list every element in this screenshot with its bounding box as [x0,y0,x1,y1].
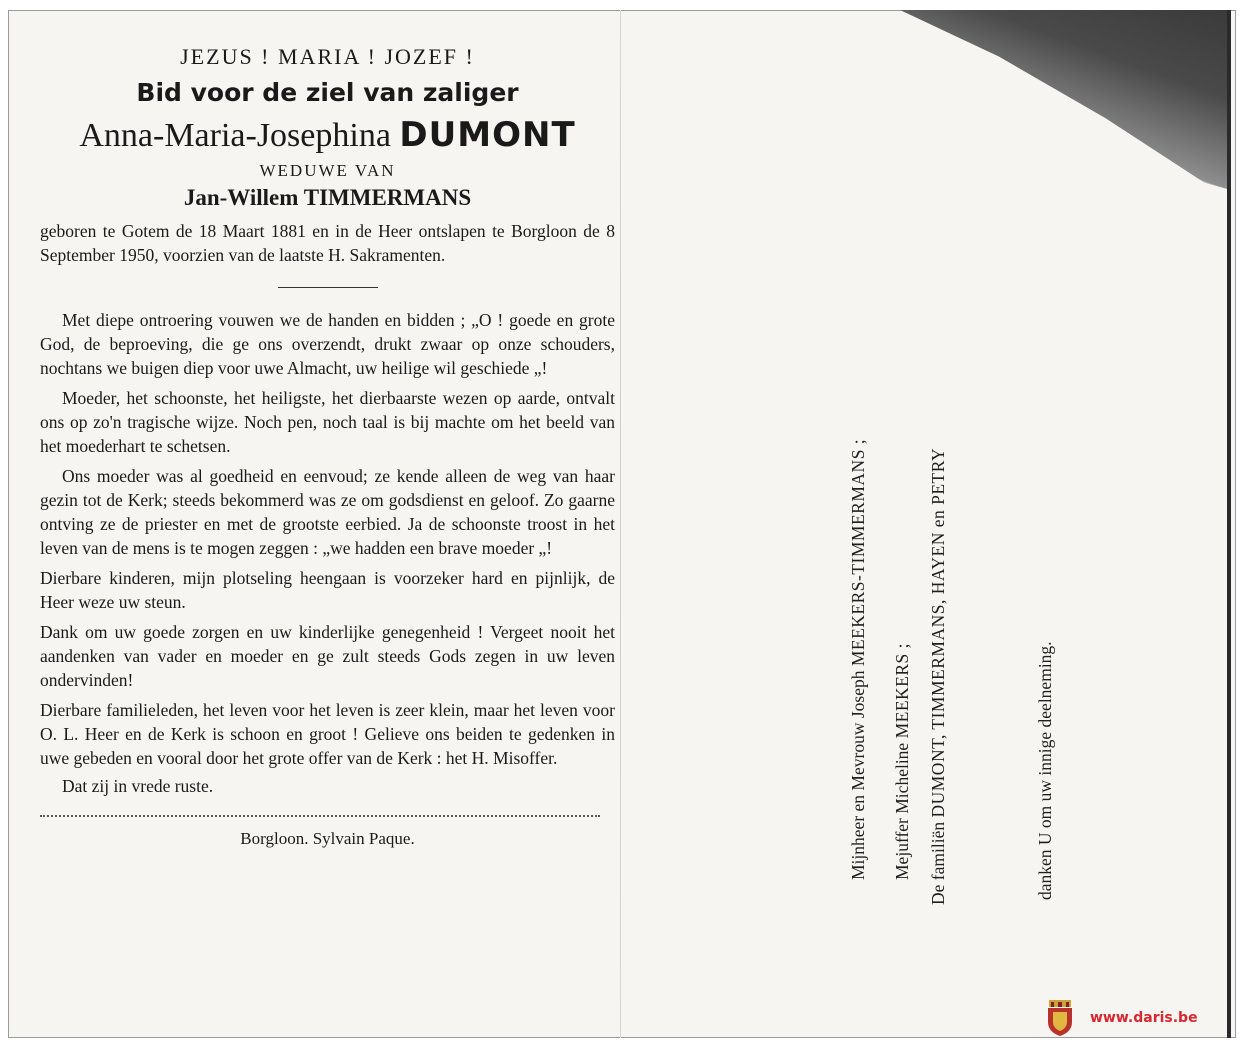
paragraph: Dank om uw goede zorgen en uw kinderlijke genegenheid ! Vergeet nooit het aandenken van vader en moeder en ge zult steeds Gods zegen in uw leven ondervinden! [40,622,615,690]
biography: geboren te Gotem de 18 Maart 1881 en in de Heer ontslapen te Borgloon de 8 September 1950, voorzien van de laatste H. Sakramenten. [40,221,615,265]
thanks-line-4: danken U om uw innige deelneming. [1035,641,1055,900]
watermark: www.daris.be [1090,1010,1198,1026]
deceased-given-names: Anna-Maria-Josephina [79,117,400,154]
paragraph: Ons moeder was al goedheid en eenvoud; ze kende alleen de weg van haar gezin tot de Kerk; steeds bekommerd was ze om godsdienst en geloof. Zo gaarne ontving ze de priester en met de grootste eerbied. Ja de schoonste troost in het leven van de mens is te mogen zeggen : „we hadden een brave moeder „! [40,466,615,558]
deceased-name [40,115,615,155]
printer-credit: Borgloon. Sylvain Paque. [240,829,415,848]
dotted-divider [40,815,600,817]
thanks-line-3: De familiën DUMONT, TIMMERMANS, HAYEN en PETRY [928,447,948,905]
prayer-request: Bid voor de ziel van zaliger [136,78,519,107]
invocation: JEZUS ! MARIA ! JOZEF ! [180,44,475,69]
thanks-line-2: Mejuffer Micheline MEEKERS ; [892,643,912,880]
left-panel [40,40,615,849]
paragraph: Moeder, het schoonste, het heiligste, het dierbaarste wezen op aarde, ontvalt ons op zo'n tragische wijze. Noch pen, noch taal is bij machte om het beeld van het moederhart te schetsen. [40,388,615,456]
closing-line: Dat zij in vrede ruste. [62,776,214,796]
divider [278,287,378,288]
card-edge [1227,10,1231,1038]
spouse-name: Jan-Willem TIMMERMANS [183,185,472,210]
fold-line [620,10,621,1038]
thanks-line-1: Mijnheer en Mevrouw Joseph MEEKERS-TIMMERMANS ; [848,438,868,880]
paragraph: Dierbare familieleden, het leven voor het leven is zeer klein, maar het leven voor O. L. Heer en de Kerk is schoon en groot ! Gelieve ons beiden te gedenken in uwe gebeden en vooral door het grote offer van de Kerk : het H. Misoffer. [40,700,615,768]
paragraph: Dierbare kinderen, mijn plotseling heengaan is voorzeker hard en pijnlijk, de Heer weze uw steun. [40,568,615,612]
body-text [40,308,615,770]
heraldic-crest-icon [1045,1000,1075,1036]
deceased-surname: DUMONT [399,115,576,155]
paragraph: Met diepe ontroering vouwen we de handen en bidden ; „O ! goede en grote God, de beproeving, die ge ons overzendt, drukt zwaar op onze schouders, nochtans we buigen diep voor uwe Almacht, uw heilige wil geschiede „! [40,310,615,378]
widow-of: WEDUWE VAN [259,161,396,180]
card-header [40,44,615,211]
